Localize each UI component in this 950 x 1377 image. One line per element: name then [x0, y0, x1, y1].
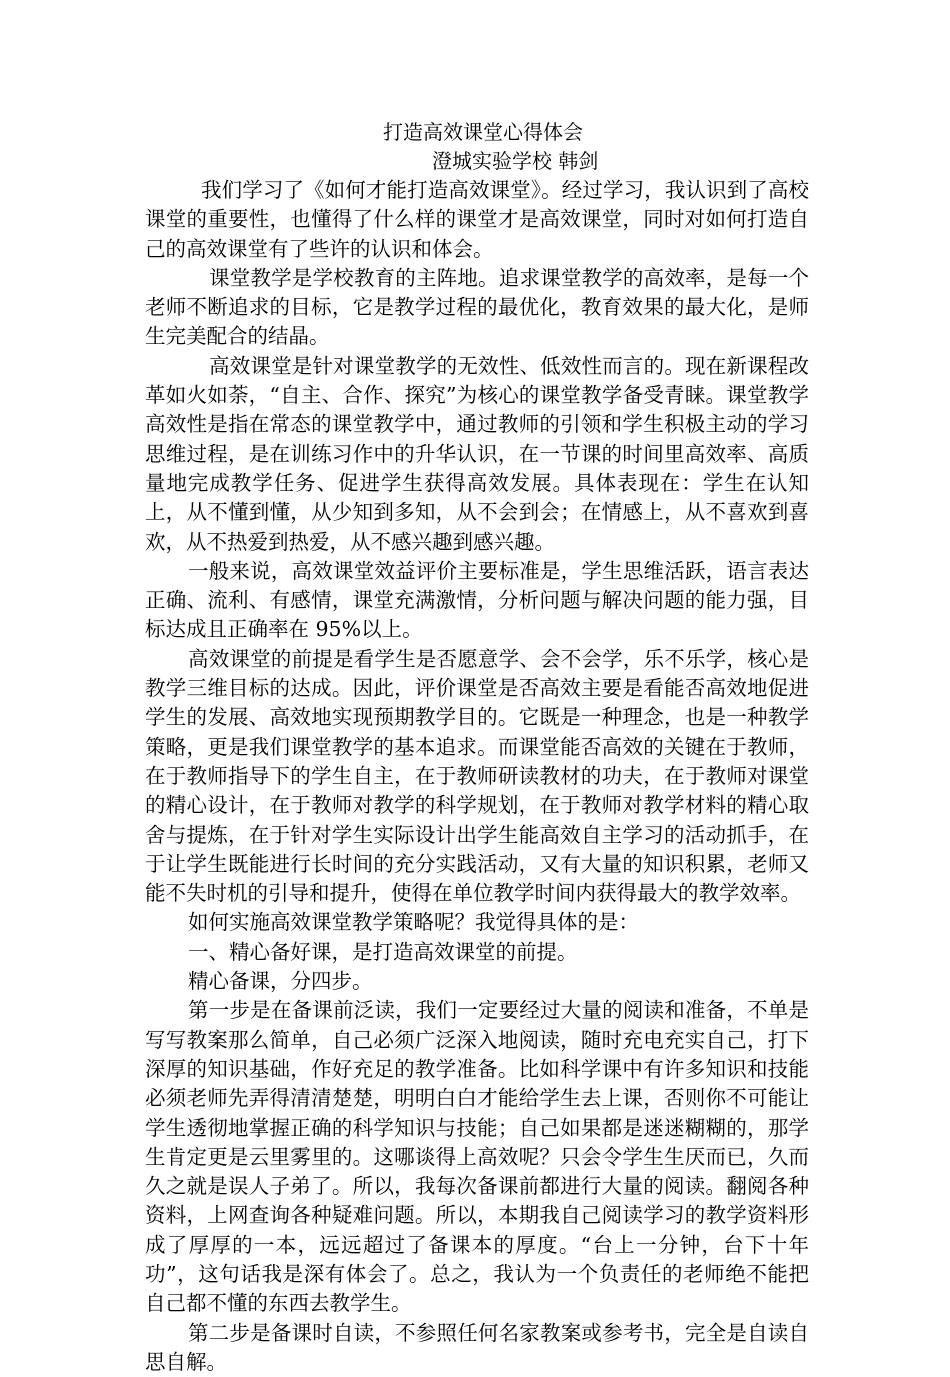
paragraph: 高效课堂的前提是看学生是否愿意学、会不会学，乐不乐学，核心是教学三维目标的达成。因此，评价课堂是否高效主要是看能否高效地促进学生的发展、高效地实现预期教学目的。它既是一种理念，也是一种教学策略，更是我们课堂教学的基本追求。而课堂能否高效的关键在于教师，在于教师指导下的学生自主，在于教师研读教材的功夫，在于教师对课堂的精心设计，在于教师对教学的科学规划，在于教师对教学材料的精心取舍与提炼，在于针对学生实际设计出学生能高效自主学习的活动抓手，在于让学生既能进行长时间的充分实践活动，又有大量的知识积累，老师又能不失时机的引导和提升，使得在单位教学时间内获得最大的教学效率。: [145, 646, 809, 906]
paragraph: 精心备课，分四步。: [188, 969, 373, 994]
paragraph: 第一步是在备课前泛读，我们一定要经过大量的阅读和准备，不单是写写教案那么简单，自己必须广泛深入地阅读，随时充电充实自己，打下深厚的知识基础，作好充足的教学准备。比如科学课中有许多知识和技能必须老师先弄得清清楚楚，明明白白才能给学生去上课，否则你不可能让学生透彻地掌握正确的科学知识与技能；自己如果都是迷迷糊糊的，那学生肯定更是云里雾里的。这哪谈得上高效呢？只会令学生生厌而已，久而久之就是误人子弟了。所以，我每次备课前都进行大量的阅读。翻阅各种资料，上网查询各种疑难问题。所以，本期我自己阅读学习的教学资料形成了厚厚的一本，远远超过了备课本的厚度。“台上一分钟，台下十年功”，这句话我是深有体会了。总之，我认为一个负责任的老师绝不能把自己都不懂的东西去教学生。: [145, 998, 809, 1316]
section-heading: 一、精心备好课，是打造高效课堂的前提。: [188, 939, 578, 964]
document-title: 打造高效课堂心得体会: [383, 120, 583, 144]
paragraph: 第二步是备课时自读，不参照任何名家教案或参考书，完全是自读自思自解。: [145, 1320, 809, 1374]
document-page: [145, 118, 809, 1377]
paragraph: 我们学习了《如何才能打造高效课堂》。经过学习，我认识到了高校课堂的重要性，也懂得了什么样的课堂才是高效课堂，同时对如何打造自己的高效课堂有了些许的认识和体会。: [145, 178, 809, 261]
paragraph: 高效课堂是针对课堂教学的无效性、低效性而言的。现在新课程改革如火如荼，“自主、合作、探究”为核心的课堂教学备受青睐。课堂教学高效性是指在常态的课堂教学中，通过教师的引领和学生积极主动的学习思维过程，是在训练习作中的升华认识，在一节课的时间里高效率、高质量地完成教学任务、促进学生获得高效发展。具体表现在：学生在认知上，从不懂到懂，从少知到多知，从不会到会；在情感上，从不喜欢到喜欢，从不热爱到热爱，从不感兴趣到感兴趣。: [145, 353, 809, 554]
paragraph: 如何实施高效课堂教学策略呢？我觉得具体的是：: [188, 910, 639, 935]
author-line: 澄城实验学校 韩剑: [432, 149, 599, 173]
paragraph: 课堂教学是学校教育的主阵地。追求课堂教学的高效率，是每一个老师不断追求的目标，它是教学过程的最优化，教育效果的最大化，是师生完美配合的结晶。: [145, 265, 809, 349]
paragraph: 一般来说，高效课堂效益评价主要标准是，学生思维活跃，语言表达正确、流利、有感情，课堂充满激情，分析问题与解决问题的能力强，目标达成且正确率在 95%以上。: [145, 558, 809, 642]
